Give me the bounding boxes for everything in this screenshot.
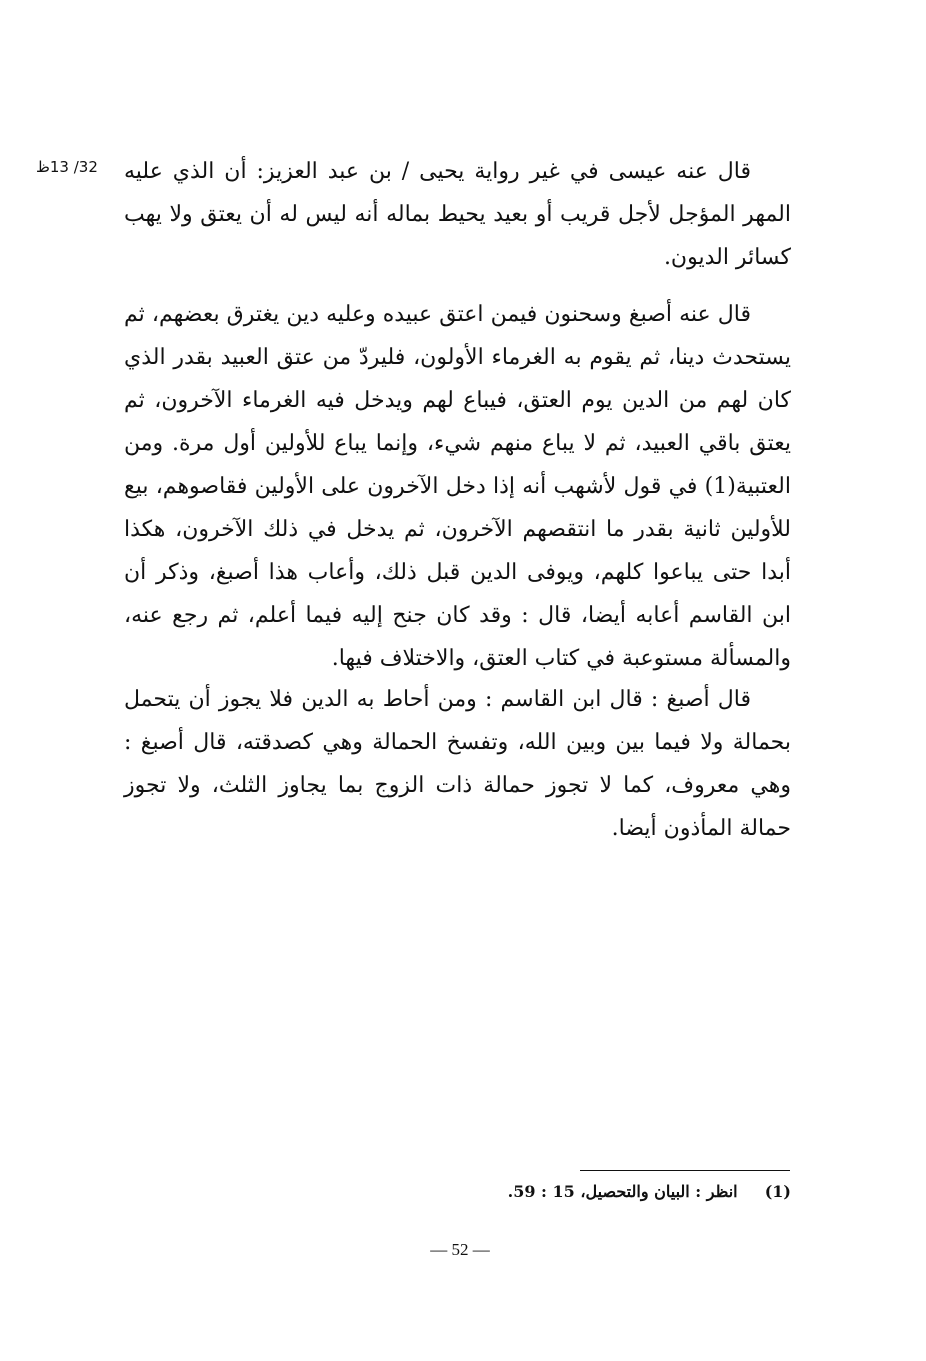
paragraph-2-text: قال عنه أصبغ وسحنون فيمن اعتق عبيده وعليه دين يغترق بعضهم، ثم يستحدث دينا، ثم يقوم به الغرماء الأولون، فليردّ من عتق العبيد بقدر الذي كان لهم من الدين يوم العتق، فيباع لهم ويدخل فيه الغرماء الآخرون، ثم يعتق باقي العبيد، ثم لا يباع منهم شيء، وإنما يباع للأولين أول مرة. ومن العتبية(1) في قول لأشهب أنه إذا دخل الآخرون على الأولين فقاصوهم، بيع للأولين ثانية بقدر ما انتقصهم الآخرون، ثم يدخل في ذلك الآخرون، هكذا أبدا حتى يباعوا كلهم، ويوفى الدين قبل ذلك، وأعاب هذا أصبغ، وذكر أن ابن القاسم أعابه أيضا، قال : وقد كان جنح إليه فيما أعلم، ثم رجع عنه، والمسألة مستوعبة في كتاب العتق، والاختلاف فيها.: [124, 302, 791, 671]
paragraph-3-text: قال أصبغ : قال ابن القاسم : ومن أحاط به الدين فلا يجوز أن يتحمل بحمالة ولا فيما بين وبين الله، وتفسخ الحمالة وهي كصدقته، قال أصبغ : وهي معروف، كما لا تجوز حمالة ذات الزوج بما يجاوز الثلث، ولا تجوز حمالة المأذون أيضا.: [124, 687, 791, 841]
paragraph-1-text: قال عنه عيسى في غير رواية يحيى / بن عبد العزيز: أن الذي عليه المهر المؤجل لأجل قريب أو بعيد يحيط بماله أنه ليس له أن يعتق ولا يهب كسائر الديون.: [124, 159, 791, 270]
footnote-text: انظر : البيان والتحصيل، 15 : 59.: [507, 1182, 738, 1201]
paragraph-1: [124, 150, 791, 279]
footnote: [400, 1182, 791, 1201]
paragraph-2: [124, 293, 791, 680]
page-number: — 52 —: [430, 1240, 490, 1259]
footnote-separator: [580, 1170, 790, 1171]
footnote-number: (1): [764, 1182, 791, 1201]
paragraph-3: [124, 678, 791, 850]
margin-folio-reference: 32/ 13ظ: [36, 158, 98, 176]
